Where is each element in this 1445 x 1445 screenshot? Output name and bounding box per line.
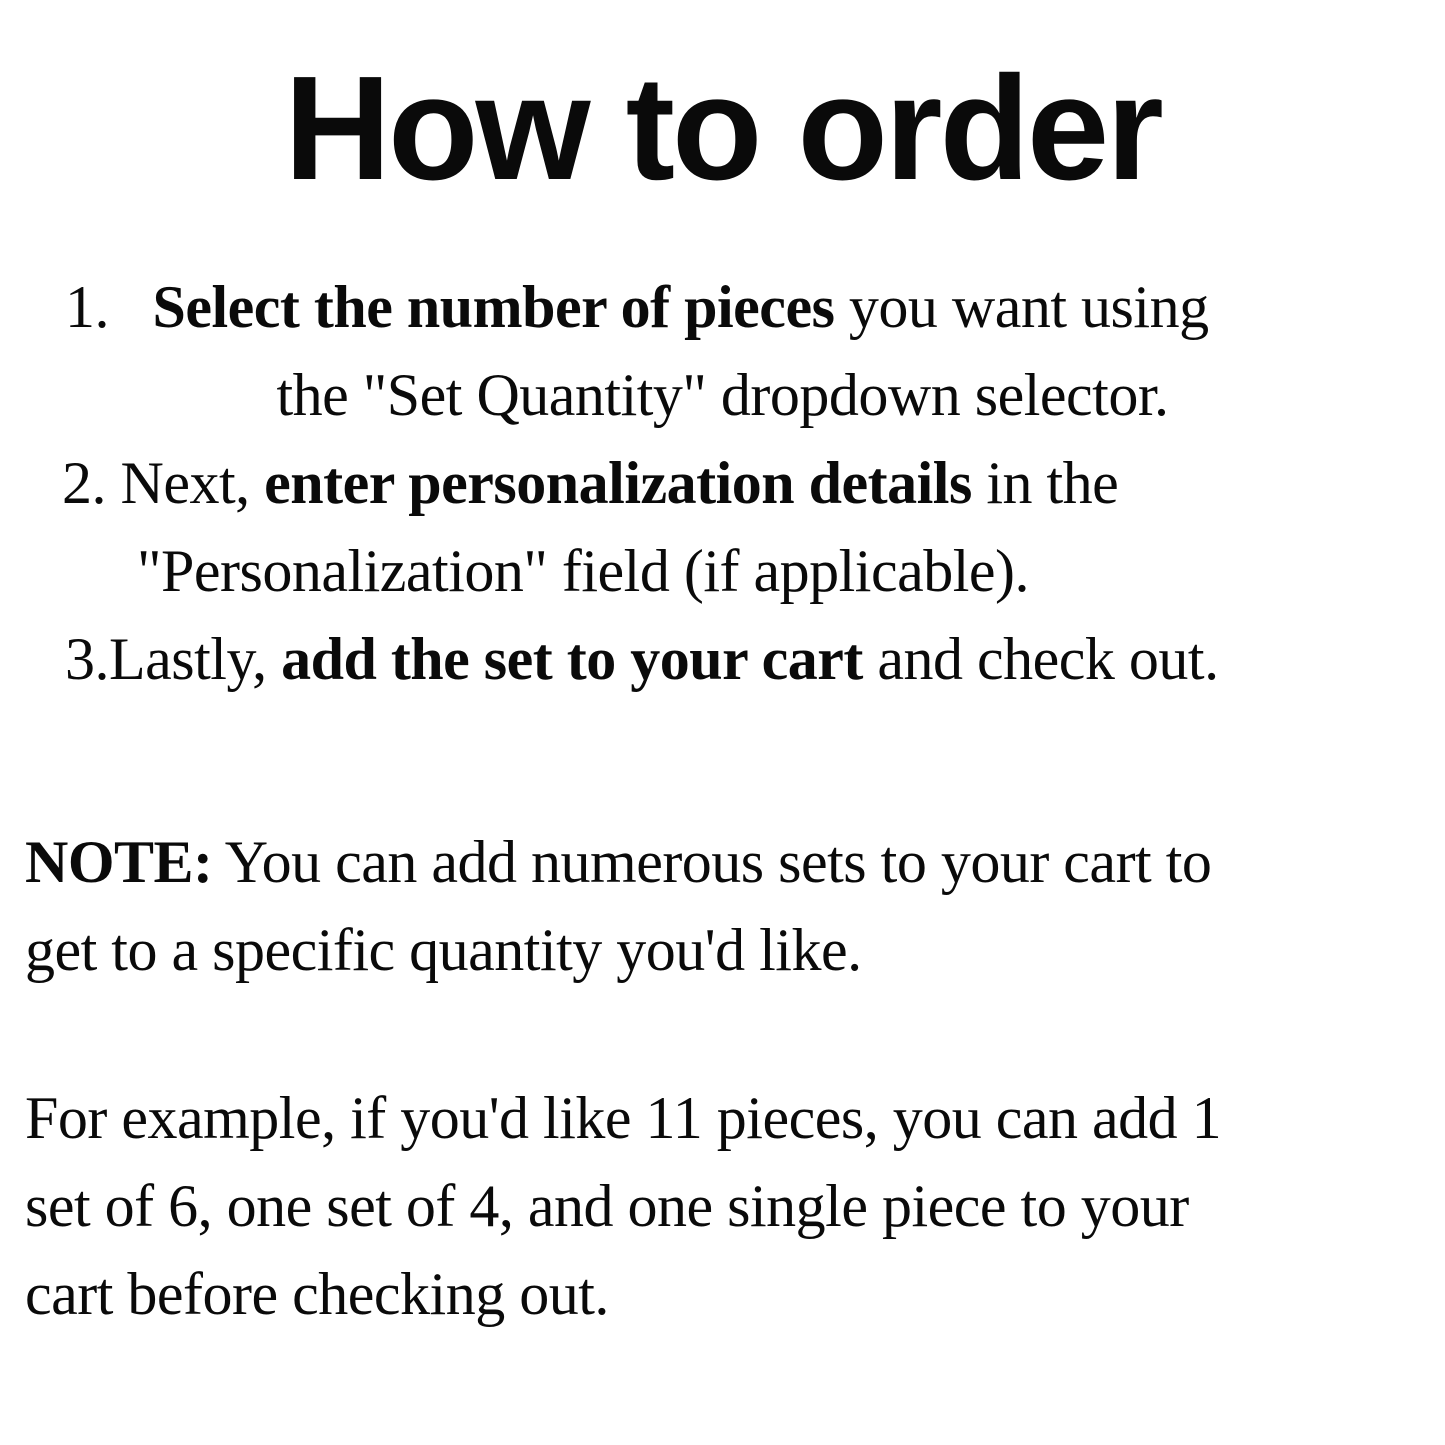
example-line-3: [0, 1250, 1445, 1338]
text-segment: set of 6, one set of 4, and one single piece to your: [25, 1173, 1189, 1239]
text-segment: 1.: [65, 274, 153, 340]
step-1-line-1: [0, 263, 1445, 351]
text-segment: You can add numerous sets to your cart to: [212, 829, 1212, 895]
text-segment: Lastly,: [109, 626, 282, 692]
step-3-line-1: [0, 615, 1445, 703]
text-segment: in the: [971, 450, 1119, 516]
text-segment: and check out.: [862, 626, 1219, 692]
text-segment: add the set to your cart: [281, 626, 863, 692]
text-segment: cart before checking out.: [25, 1261, 609, 1327]
text-segment: 2.: [62, 450, 121, 516]
step-2-line-2: [0, 527, 1445, 615]
steps-list: [0, 263, 1445, 703]
step-1-line-2: [0, 351, 1445, 439]
text-segment: Next,: [120, 450, 265, 516]
example-line-1: [0, 1074, 1445, 1162]
text-segment: Select the number of pieces: [152, 274, 835, 340]
text-segment: enter personalization details: [264, 450, 972, 516]
step-2-line-1: [0, 439, 1445, 527]
note-paragraph: [0, 818, 1445, 994]
text-segment: get to a specific quantity you'd like.: [25, 917, 862, 983]
text-segment: "Personalization" field (if applicable).: [137, 538, 1029, 604]
text-segment: NOTE:: [25, 829, 213, 895]
note-line-1: [0, 818, 1445, 906]
text-segment: you want using: [834, 274, 1209, 340]
example-line-2: [0, 1162, 1445, 1250]
text-segment: For example, if you'd like 11 pieces, you can add 1: [25, 1085, 1222, 1151]
page-title: How to order: [284, 46, 1161, 211]
example-paragraph: [0, 1074, 1445, 1338]
text-segment: 3.: [65, 626, 109, 692]
note-line-2: [0, 906, 1445, 994]
text-segment: the "Set Quantity" dropdown selector.: [276, 362, 1169, 428]
